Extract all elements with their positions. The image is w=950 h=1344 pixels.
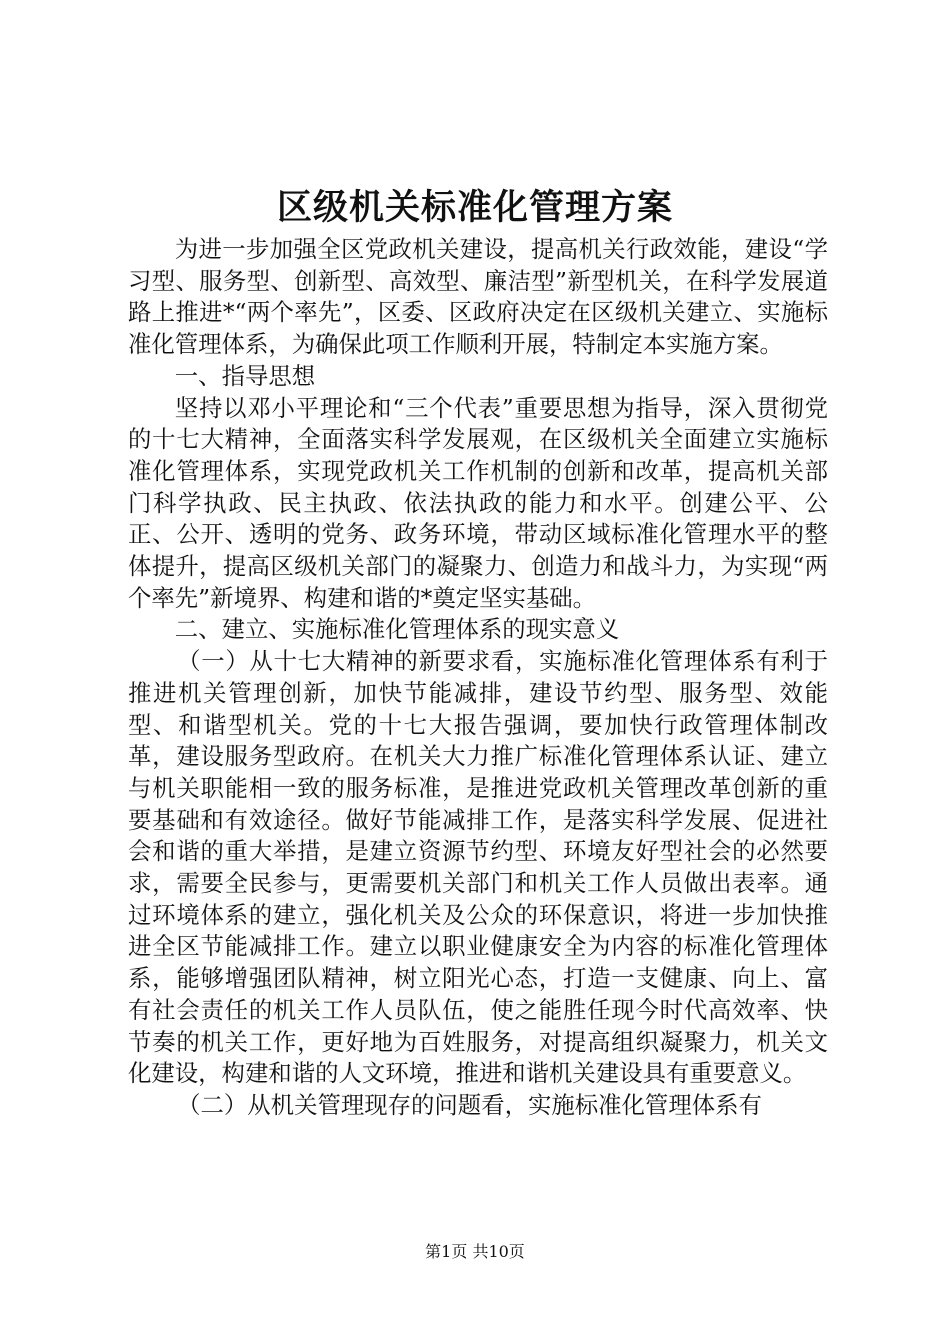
document-body [128, 234, 828, 1122]
section-heading-significance: 二、建立、实施标准化管理体系的现实意义 [174, 615, 620, 644]
page-title: 区级机关标准化管理方案 [276, 187, 673, 228]
paragraph-significance-1: （一）从十七大精神的新要求看，实施标准化管理体系有利于推进机关管理创新，加快节能减排，建设节约型、服务型、效能型、和谐型机关。党的十七大报告强调，要加快行政管理体制改革，建设服务型政府。在机关大力推广标准化管理体系认证、建立与机关职能相一致的服务标准，是推进党政机关管理改革创新的重要基础和有效途径。做好节能减排工作，是落实科学发展、促进社会和谐的重大举措，是建立资源节约型、环境友好型社会的必然要求，需要全民参与，更需要机关部门和机关工作人员做出表率。通过环境体系的建立，强化机关及公众的环保意识，将进一步加快推进全区节能减排工作。建立以职业健康安全为内容的标准化管理体系，能够增强团队精神，树立阳光心态，打造一支健康、向上、富有社会责任的机关工作人员队伍，使之能胜任现今时代高效率、快节奏的机关工作，更好地为百姓服务，对提高组织凝聚力，机关文化建设，构建和谐的人文环境，推进和谐机关建设具有重要意义。 [128, 647, 828, 1088]
paragraph-guiding-ideology: 坚持以邓小平理论和“三个代表”重要思想为指导，深入贯彻党的十七大精神，全面落实科学发展观，在区级机关全面建立实施标准化管理体系，实现党政机关工作机制的创新和改革，提高机关部门科学执政、民主执政、依法执政的能力和水平。创建公平、公正、公开、透明的党务、政务环境，带动区域标准化管理水平的整体提升，提高区级机关部门的凝聚力、创造力和战斗力，为实现“两个率先”新境界、构建和谐的*奠定坚实基础。 [128, 393, 828, 612]
paragraph-intro: 为进一步加强全区党政机关建设，提高机关行政效能，建设“学习型、服务型、创新型、高效型、廉洁型”新型机关，在科学发展道路上推进*“两个率先”，区委、区政府决定在区级机关建立、实施标准化管理体系，为确保此项工作顺利开展，特制定本实施方案。 [128, 235, 828, 359]
section-heading-guiding-ideology: 一、指导思想 [174, 361, 316, 390]
paragraph-significance-2: （二）从机关管理现存的问题看，实施标准化管理体系有 [177, 1090, 762, 1119]
page-number-footer: 第1页 共10页 [425, 1242, 525, 1261]
